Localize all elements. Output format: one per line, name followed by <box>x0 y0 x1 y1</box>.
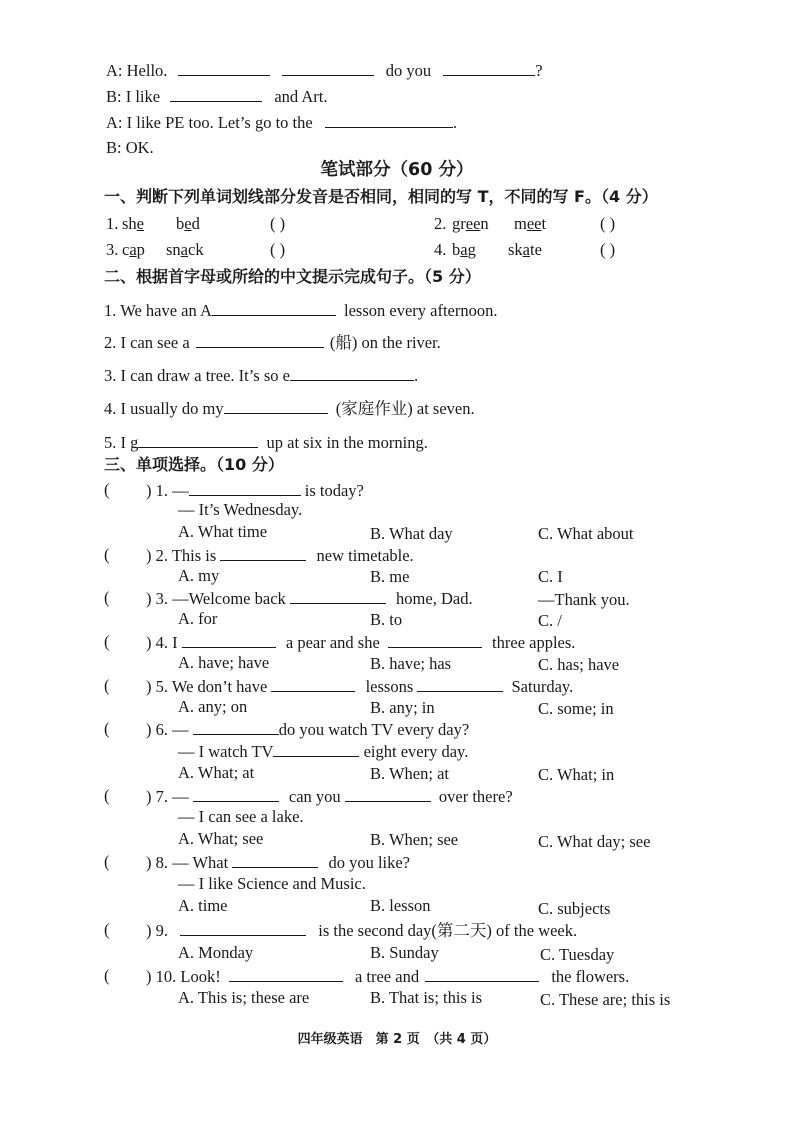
option-c[interactable]: C. What about <box>538 524 634 543</box>
answer-blank[interactable] <box>193 719 279 735</box>
option-a[interactable]: A. What time <box>178 522 268 541</box>
answer-paren[interactable]: ( <box>104 920 110 939</box>
answer-blank[interactable] <box>138 432 258 448</box>
answer-paren[interactable]: ( ) <box>600 240 616 259</box>
option-a[interactable]: A. any; on <box>178 697 248 716</box>
answer-paren[interactable]: ( <box>104 676 110 695</box>
option-a[interactable]: A. This is; these are <box>178 988 310 1007</box>
answer-blank[interactable] <box>271 676 355 692</box>
dialogue-line-4: B: OK. <box>106 138 154 157</box>
s2-item-2: 2. I can see a (船) on the river. <box>104 333 441 352</box>
answer-blank[interactable] <box>443 60 535 76</box>
answer-blank[interactable] <box>345 786 431 802</box>
option-c[interactable]: C. What day; see <box>538 832 651 851</box>
option-c[interactable]: C. These are; this is <box>540 990 671 1009</box>
option-b[interactable]: B. When; at <box>370 764 449 783</box>
option-b[interactable]: B. What day <box>370 524 453 543</box>
answer-blank[interactable] <box>229 966 343 982</box>
answer-paren[interactable]: ( <box>104 480 110 499</box>
answer-blank[interactable] <box>178 60 270 76</box>
answer-blank[interactable] <box>425 966 539 982</box>
answer-blank[interactable] <box>180 920 306 936</box>
option-a[interactable]: A. time <box>178 896 228 915</box>
option-a[interactable]: A. Monday <box>178 943 254 962</box>
option-c[interactable]: C. Tuesday <box>540 945 615 964</box>
answer-blank[interactable] <box>325 112 453 128</box>
section-3-heading: 三、单项选择。（10 分） <box>104 455 284 474</box>
answer-paren[interactable]: ( <box>104 588 110 607</box>
answer-blank[interactable] <box>232 852 318 868</box>
answer-blank[interactable] <box>220 545 306 561</box>
answer-blank[interactable] <box>290 365 414 381</box>
answer-paren[interactable]: ( ) <box>270 240 286 259</box>
option-b[interactable]: B. Sunday <box>370 943 439 962</box>
option-a[interactable]: A. my <box>178 566 220 585</box>
page-footer: 四年级英语 第 2 页 （共 4 页） <box>297 1032 497 1047</box>
option-c[interactable]: C. subjects <box>538 899 611 918</box>
section-1-heading: 一、判断下列单词划线部分发音是否相同，相同的写 T，不同的写 F。（4 分） <box>104 187 658 206</box>
dialogue-line-1: A: Hello. do you ? <box>106 61 543 80</box>
option-a[interactable]: A. for <box>178 609 218 628</box>
option-a[interactable]: A. What; see <box>178 829 264 848</box>
option-b[interactable]: B. When; see <box>370 830 459 849</box>
answer-blank[interactable] <box>273 741 359 757</box>
answer-paren[interactable]: ( <box>104 966 110 985</box>
answer-blank[interactable] <box>196 332 324 348</box>
answer-blank[interactable] <box>189 480 301 496</box>
s2-item-3: 3. I can draw a tree. It’s so e . <box>104 366 419 385</box>
option-b[interactable]: B. lesson <box>370 896 431 915</box>
answer-blank[interactable] <box>212 300 336 316</box>
s2-item-4: 4. I usually do my (家庭作业) at seven. <box>104 399 475 418</box>
answer-blank[interactable] <box>193 786 279 802</box>
answer-paren[interactable]: ( <box>104 719 110 738</box>
option-b[interactable]: B. to <box>370 610 403 629</box>
option-c[interactable]: C. has; have <box>538 655 620 674</box>
answer-blank[interactable] <box>290 588 386 604</box>
option-c[interactable]: C. / <box>538 611 562 630</box>
answer-blank[interactable] <box>182 632 276 648</box>
dialogue-line-3: A: I like PE too. Let’s go to the . <box>106 113 457 132</box>
option-c[interactable]: C. some; in <box>538 699 614 718</box>
option-b[interactable]: B. have; has <box>370 654 452 673</box>
answer-paren[interactable]: ( ) <box>270 214 286 233</box>
option-b[interactable]: B. me <box>370 567 410 586</box>
option-a[interactable]: A. What; at <box>178 763 255 782</box>
answer-blank[interactable] <box>417 676 503 692</box>
written-part-title: 笔试部分（60 分） <box>320 160 474 180</box>
answer-paren[interactable]: ( <box>104 632 110 651</box>
answer-blank[interactable] <box>388 632 482 648</box>
s2-item-5: 5. I g up at six in the morning. <box>104 433 428 452</box>
option-a[interactable]: A. have; have <box>178 653 270 672</box>
answer-blank[interactable] <box>282 60 374 76</box>
option-b[interactable]: B. That is; this is <box>370 988 483 1007</box>
answer-paren[interactable]: ( <box>104 545 110 564</box>
option-c[interactable]: C. I <box>538 567 563 586</box>
answer-blank[interactable] <box>224 398 328 414</box>
answer-blank[interactable] <box>170 86 262 102</box>
option-b[interactable]: B. any; in <box>370 698 435 717</box>
dialogue-line-2: B: I like and Art. <box>106 87 328 106</box>
s2-item-1: 1. We have an A lesson every afternoon. <box>104 301 498 320</box>
answer-paren[interactable]: ( ) <box>600 214 616 233</box>
answer-paren[interactable]: ( <box>104 786 110 805</box>
option-c[interactable]: C. What; in <box>538 765 615 784</box>
answer-paren[interactable]: ( <box>104 852 110 871</box>
section-2-heading: 二、根据首字母或所给的中文提示完成句子。（5 分） <box>104 267 481 286</box>
